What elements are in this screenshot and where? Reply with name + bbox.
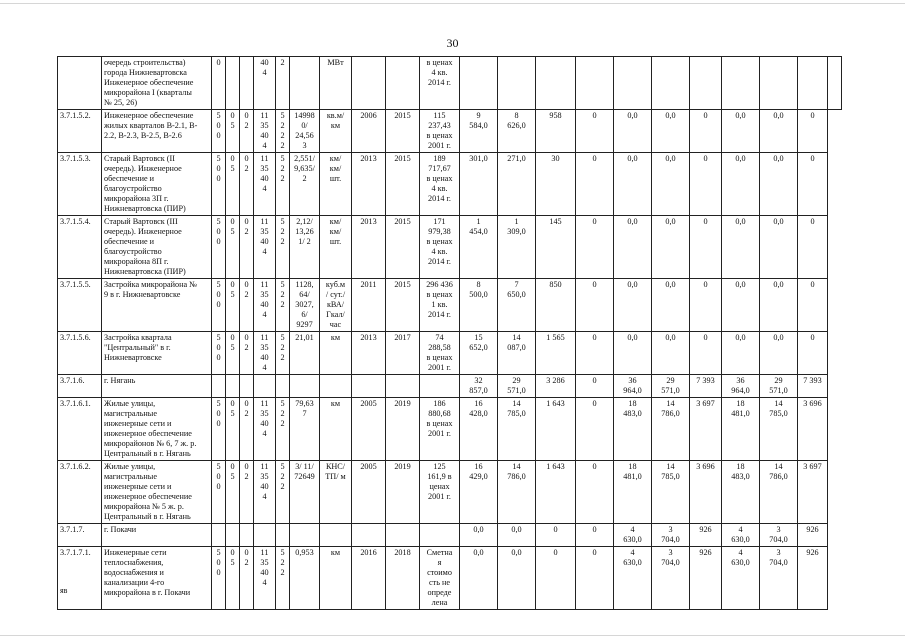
- footer-mark: яв: [60, 586, 68, 595]
- table-cell: 2018: [386, 547, 420, 610]
- table-cell: 0 2: [240, 110, 254, 153]
- table-cell: 40 4: [254, 57, 276, 110]
- page-number: 30: [446, 36, 459, 50]
- table-cell: 0: [576, 216, 614, 279]
- table-cell: 0 5: [226, 279, 240, 332]
- table-cell: 5 0 0: [212, 110, 226, 153]
- table-cell: Старый Вартовск (II очередь). Инженерное обеспечение и благоустройство микрорайона 3П г. Нижневартовска (ПИР): [102, 153, 212, 216]
- table-cell: 5 0 0: [212, 461, 226, 524]
- table-cell: 0,0: [460, 547, 498, 610]
- table-cell: 3.7.1.6.: [58, 375, 102, 398]
- table-cell: 21,01: [290, 332, 320, 375]
- table-cell: 0,0: [614, 216, 652, 279]
- table-cell: 0,0: [722, 153, 760, 216]
- table-cell: 0,0: [760, 153, 798, 216]
- table-row: [58, 110, 842, 153]
- table-cell: 8 500,0: [460, 279, 498, 332]
- table-row: [58, 524, 842, 547]
- table-cell: [240, 524, 254, 547]
- table-cell: [240, 57, 254, 110]
- table-cell: 0 5: [226, 216, 240, 279]
- table-cell: 0: [798, 216, 828, 279]
- table-row: [58, 332, 842, 375]
- table-cell: 4 630,0: [614, 524, 652, 547]
- table-cell: 5 0 0: [212, 332, 226, 375]
- table-cell: 5 0 0: [212, 547, 226, 610]
- table-cell: 2016: [352, 547, 386, 610]
- table-cell: 2006: [352, 110, 386, 153]
- table-cell: [290, 57, 320, 110]
- table-cell: 0 2: [240, 461, 254, 524]
- table-cell: 0: [798, 110, 828, 153]
- table-cell: 0: [212, 57, 226, 110]
- table-cell: 1 454,0: [460, 216, 498, 279]
- table-cell: 5 0 0: [212, 153, 226, 216]
- table-cell: КНС/ ТП/ м: [320, 461, 352, 524]
- table-cell: [276, 524, 290, 547]
- table-cell: очередь строительства) города Нижневартовска Инженерное обеспечение микрорайона I (кварталы № 25, 26): [102, 57, 212, 110]
- table-cell: 0: [690, 332, 722, 375]
- table-cell: 11 35 40 4: [254, 461, 276, 524]
- table-cell: 0: [576, 398, 614, 461]
- table-cell: 0: [690, 110, 722, 153]
- table-cell: [290, 375, 320, 398]
- table-cell: 2,551/ 9,635/ 2: [290, 153, 320, 216]
- table-cell: 5 2 2: [276, 398, 290, 461]
- program-measures-table: [57, 56, 842, 610]
- table-cell: 14 087,0: [498, 332, 536, 375]
- table-cell: 5 2 2: [276, 461, 290, 524]
- table-cell: 36 964,0: [614, 375, 652, 398]
- table-cell: [226, 524, 240, 547]
- table-cell: 5 2 2: [276, 547, 290, 610]
- table-cell: [352, 375, 386, 398]
- table-cell: 2005: [352, 398, 386, 461]
- table-cell: Жилые улицы, магистральные инженерные сети и инженерное обеспечение микрорайона № 5 ж. р. Центральный в г. Нягань: [102, 461, 212, 524]
- table-cell: 0: [536, 524, 576, 547]
- table-cell: 0,0: [652, 216, 690, 279]
- table-cell: 0: [690, 153, 722, 216]
- table-row: [58, 375, 842, 398]
- table-cell: 2013: [352, 216, 386, 279]
- table-cell: 0,0: [760, 216, 798, 279]
- table-row: [58, 57, 842, 110]
- table-cell: 0: [798, 153, 828, 216]
- table-cell: 0 5: [226, 547, 240, 610]
- table-cell: Инженерное обеспечение жилых кварталов В-2.1, В- 2.2, В-2.3, В-2.5, В-2.6: [102, 110, 212, 153]
- table-cell: [276, 375, 290, 398]
- table-cell: 0,0: [652, 110, 690, 153]
- table-cell: 0,0: [460, 524, 498, 547]
- table-cell: 2013: [352, 332, 386, 375]
- table-cell: 0 5: [226, 110, 240, 153]
- table-cell: 14 785,0: [652, 461, 690, 524]
- table-cell: 115 237,43 в ценах 2001 г.: [420, 110, 460, 153]
- table-cell: [320, 375, 352, 398]
- table-cell: 926: [690, 547, 722, 610]
- table-cell: 5 2 2 2: [276, 110, 290, 153]
- table-cell: км: [320, 398, 352, 461]
- table-cell: 0: [798, 332, 828, 375]
- table-cell: 11 35 40 4: [254, 398, 276, 461]
- table-cell: 14 786,0: [498, 461, 536, 524]
- table-row: [58, 461, 842, 524]
- table-cell: 2015: [386, 153, 420, 216]
- table-cell: 11 35 40 4: [254, 332, 276, 375]
- table-cell: км/ км/ шт.: [320, 216, 352, 279]
- table-cell: 0: [576, 279, 614, 332]
- table-cell: 0,0: [614, 153, 652, 216]
- table-cell: км: [320, 547, 352, 610]
- table-cell: 5 0 0: [212, 279, 226, 332]
- table-cell: МВт: [320, 57, 352, 110]
- table-cell: Старый Вартовск (III очередь). Инженерное обеспечение и благоустройство микрорайона 8П г. Нижневартовска (ПИР): [102, 216, 212, 279]
- table-cell: 0 2: [240, 216, 254, 279]
- table-cell: 4 630,0: [722, 524, 760, 547]
- table-cell: Сметна я стоимо сть не опреде лена: [420, 547, 460, 610]
- table-cell: 14 786,0: [652, 398, 690, 461]
- table-cell: 2011: [352, 279, 386, 332]
- table-cell: 2005: [352, 461, 386, 524]
- table-cell: 0 2: [240, 398, 254, 461]
- table-cell: 0,0: [760, 279, 798, 332]
- table-cell: 0 2: [240, 279, 254, 332]
- table-cell: 0,953: [290, 547, 320, 610]
- table-cell: 0 5: [226, 332, 240, 375]
- table-cell: [386, 524, 420, 547]
- table-cell: [460, 57, 498, 110]
- table-cell: г. Нягань: [102, 375, 212, 398]
- table-cell: 2017: [386, 332, 420, 375]
- table-cell: [652, 57, 690, 110]
- table-cell: 5 2 2: [276, 279, 290, 332]
- table-cell: 0: [576, 547, 614, 610]
- table-cell: 926: [798, 524, 828, 547]
- table-cell: 3.7.1.7.1.: [58, 547, 102, 610]
- table-cell: [290, 524, 320, 547]
- table-cell: 0: [576, 332, 614, 375]
- table-cell: 5 2 2: [276, 153, 290, 216]
- table-cell: 1 643: [536, 398, 576, 461]
- table-cell: 3.7.1.6.1.: [58, 398, 102, 461]
- table-cell: 271,0: [498, 153, 536, 216]
- table-cell: 0,0: [760, 332, 798, 375]
- table-cell: 0,0: [722, 216, 760, 279]
- table-cell: 0: [798, 279, 828, 332]
- table-cell: 0,0: [614, 110, 652, 153]
- table-cell: км/ км/ шт.: [320, 153, 352, 216]
- table-cell: [352, 57, 386, 110]
- table-cell: 145: [536, 216, 576, 279]
- table-cell: [386, 57, 420, 110]
- table-cell: 0,0: [652, 279, 690, 332]
- table-cell: 3.7.1.5.4.: [58, 216, 102, 279]
- table-cell: 0,0: [760, 110, 798, 153]
- table-cell: 0,0: [652, 153, 690, 216]
- table-cell: 11 35 40 4: [254, 547, 276, 610]
- table-cell: [386, 375, 420, 398]
- table-cell: 1128, 64/ 3027, 6/ 9297: [290, 279, 320, 332]
- table-cell: 0 2: [240, 153, 254, 216]
- table-cell: [798, 57, 828, 110]
- table-row: [58, 547, 842, 610]
- table-cell: 11 35 40 4: [254, 216, 276, 279]
- table-cell: 3 697: [690, 398, 722, 461]
- table-cell: 189 717,67 в ценах 4 кв. 2014 г.: [420, 153, 460, 216]
- table-cell: 15 652,0: [460, 332, 498, 375]
- table-cell: [254, 524, 276, 547]
- table-cell: 11 35 40 4: [254, 153, 276, 216]
- table-cell: [352, 524, 386, 547]
- table-cell: 2015: [386, 279, 420, 332]
- table-row: [58, 279, 842, 332]
- table-cell: [536, 57, 576, 110]
- table-cell: 14 785,0: [760, 398, 798, 461]
- table-cell: 5 0 0: [212, 216, 226, 279]
- table-cell: [420, 524, 460, 547]
- table-cell: 2015: [386, 110, 420, 153]
- table-cell: 3 704,0: [652, 524, 690, 547]
- table-cell: 3 697: [798, 461, 828, 524]
- table-cell: 18 481,0: [614, 461, 652, 524]
- table-cell: 2013: [352, 153, 386, 216]
- table-cell: Застройка квартала "Центральный" в г. Нижневартовске: [102, 332, 212, 375]
- table-cell: 14 785,0: [498, 398, 536, 461]
- table-cell: [614, 57, 652, 110]
- table-cell: 0,0: [722, 110, 760, 153]
- table-cell: 3 704,0: [760, 547, 798, 610]
- table-cell: 3 704,0: [760, 524, 798, 547]
- table-cell: 3 696: [690, 461, 722, 524]
- scan-edge-bottom: [0, 635, 905, 636]
- table-cell: [254, 375, 276, 398]
- table-cell: 0,0: [722, 332, 760, 375]
- table-cell: Застройка микрорайона № 9 в г. Нижневартовске: [102, 279, 212, 332]
- table-cell: 0 5: [226, 153, 240, 216]
- table-cell: 2015: [386, 216, 420, 279]
- table-cell: 32 857,0: [460, 375, 498, 398]
- table-cell: Жилые улицы, магистральные инженерные сети и инженерное обеспечение микрорайонов № 6, 7 ж. р. Центральный в г. Нягань: [102, 398, 212, 461]
- table-cell: [576, 57, 614, 110]
- table-cell: 2: [276, 57, 290, 110]
- table-cell: 0: [690, 216, 722, 279]
- table-cell: [828, 57, 842, 110]
- table-cell: 18 483,0: [614, 398, 652, 461]
- table-cell: 0: [576, 110, 614, 153]
- table-cell: [760, 57, 798, 110]
- table-cell: 11 35 40 4: [254, 110, 276, 153]
- table-cell: 0: [690, 279, 722, 332]
- table-cell: 18 481,0: [722, 398, 760, 461]
- table-cell: [226, 57, 240, 110]
- table-cell: 7 650,0: [498, 279, 536, 332]
- table-cell: 186 880,68 в ценах 2001 г.: [420, 398, 460, 461]
- table-cell: 3 696: [798, 398, 828, 461]
- table-cell: 29 571,0: [652, 375, 690, 398]
- table-cell: 36 964,0: [722, 375, 760, 398]
- table-cell: 7 393: [690, 375, 722, 398]
- table-cell: г. Покачи: [102, 524, 212, 547]
- table-cell: км: [320, 332, 352, 375]
- table-body: [58, 57, 842, 610]
- table-cell: 958: [536, 110, 576, 153]
- table-cell: 7 393: [798, 375, 828, 398]
- table-cell: [690, 57, 722, 110]
- table-cell: 926: [690, 524, 722, 547]
- scan-edge-top: [0, 3, 905, 4]
- table-cell: Инженерные сети теплоснабжения, водоснабжения и канализации 4-го микрорайона в г. Покачи: [102, 547, 212, 610]
- table-cell: в ценах 4 кв. 2014 г.: [420, 57, 460, 110]
- table-cell: [498, 57, 536, 110]
- table-cell: 11 35 40 4: [254, 279, 276, 332]
- table-cell: 16 428,0: [460, 398, 498, 461]
- table-row: [58, 216, 842, 279]
- table-cell: 29 571,0: [498, 375, 536, 398]
- table-cell: 30: [536, 153, 576, 216]
- table-cell: 301,0: [460, 153, 498, 216]
- table-cell: 3 286: [536, 375, 576, 398]
- table-cell: 5 2 2: [276, 216, 290, 279]
- table-cell: 0 2: [240, 547, 254, 610]
- table-cell: 926: [798, 547, 828, 610]
- table-cell: 850: [536, 279, 576, 332]
- table-cell: 9 584,0: [460, 110, 498, 153]
- table-cell: 2019: [386, 461, 420, 524]
- table-cell: [420, 375, 460, 398]
- table-cell: 3.7.1.7.: [58, 524, 102, 547]
- table-cell: 3.7.1.5.2.: [58, 110, 102, 153]
- table-cell: 0,0: [498, 547, 536, 610]
- table-cell: 1 565: [536, 332, 576, 375]
- table-cell: кв.м/ км: [320, 110, 352, 153]
- table-cell: 0: [536, 547, 576, 610]
- table-cell: 5 2 2: [276, 332, 290, 375]
- table-row: [58, 153, 842, 216]
- table-cell: 3.7.1.6.2.: [58, 461, 102, 524]
- table-cell: 4 630,0: [614, 547, 652, 610]
- table-cell: 0,0: [498, 524, 536, 547]
- table-cell: 14998 0/ 24,56 3: [290, 110, 320, 153]
- table-cell: [58, 57, 102, 110]
- table-cell: 0 2: [240, 332, 254, 375]
- table-cell: 0: [576, 375, 614, 398]
- table-cell: 2,12/ 13,26 1/ 2: [290, 216, 320, 279]
- table-cell: [320, 524, 352, 547]
- table-cell: [240, 375, 254, 398]
- table-cell: 1 309,0: [498, 216, 536, 279]
- table-cell: 4 630,0: [722, 547, 760, 610]
- table-cell: 3 704,0: [652, 547, 690, 610]
- table-cell: 296 436 в ценах 1 кв. 2014 г.: [420, 279, 460, 332]
- table-cell: 0: [576, 461, 614, 524]
- table-cell: [212, 375, 226, 398]
- table-cell: 0,0: [614, 279, 652, 332]
- table-cell: 171 979,38 в ценах 4 кв. 2014 г.: [420, 216, 460, 279]
- table-cell: [226, 375, 240, 398]
- table-cell: 16 429,0: [460, 461, 498, 524]
- table-cell: 3/ 11/ 72649: [290, 461, 320, 524]
- table-cell: 3.7.1.5.3.: [58, 153, 102, 216]
- table-cell: 0 5: [226, 398, 240, 461]
- table-cell: 1 643: [536, 461, 576, 524]
- table-cell: 125 161,9 в ценах 2001 г.: [420, 461, 460, 524]
- table-cell: 18 483,0: [722, 461, 760, 524]
- table-cell: 3.7.1.5.6.: [58, 332, 102, 375]
- table-cell: 74 288,58 в ценах 2001 г.: [420, 332, 460, 375]
- table-cell: 0,0: [614, 332, 652, 375]
- table-cell: куб.м / сут./ кВА/ Гкал/ час: [320, 279, 352, 332]
- table-cell: 8 626,0: [498, 110, 536, 153]
- table-cell: 79,63 7: [290, 398, 320, 461]
- table-cell: 0,0: [652, 332, 690, 375]
- table-cell: 0,0: [722, 279, 760, 332]
- table-cell: [212, 524, 226, 547]
- table-cell: 3.7.1.5.5.: [58, 279, 102, 332]
- table-cell: 2019: [386, 398, 420, 461]
- table-cell: 5 0 0: [212, 398, 226, 461]
- table-cell: 14 786,0: [760, 461, 798, 524]
- table-cell: 0: [576, 524, 614, 547]
- table-cell: [722, 57, 760, 110]
- table-cell: 0: [576, 153, 614, 216]
- table-cell: 0 5: [226, 461, 240, 524]
- table-row: [58, 398, 842, 461]
- table-cell: 29 571,0: [760, 375, 798, 398]
